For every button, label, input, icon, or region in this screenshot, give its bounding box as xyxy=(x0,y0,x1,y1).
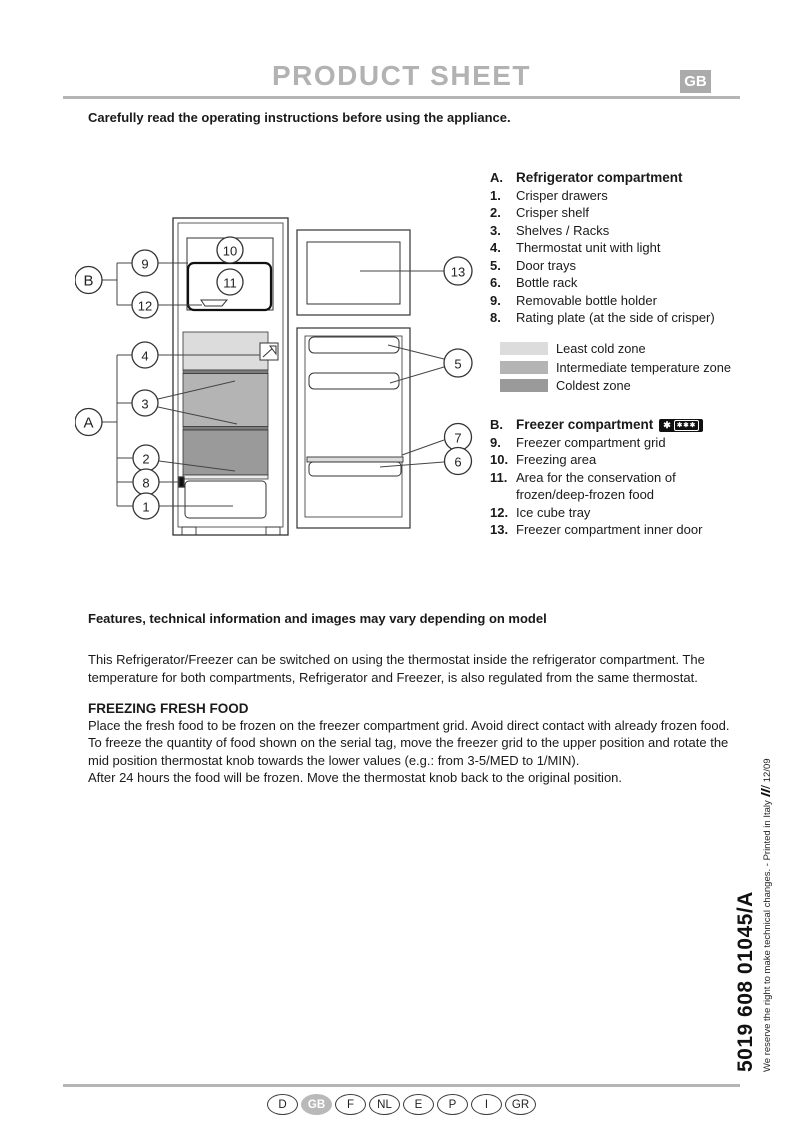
callout-5-label: 5 xyxy=(454,356,462,372)
callout-10-label: 10 xyxy=(222,243,238,259)
language-badge-F: F xyxy=(335,1094,366,1115)
language-badge-E: E xyxy=(403,1094,434,1115)
freezer-star-rating-icon: ✱ ✱✱✱ xyxy=(659,419,703,432)
callout-8-label: 8 xyxy=(142,475,150,491)
legend-item: 2. Crisper shelf xyxy=(490,205,589,220)
crisper-shelf-bar xyxy=(183,475,268,479)
language-badge-I: I xyxy=(471,1094,502,1115)
zone-swatch-intermediate xyxy=(500,361,548,374)
callout-2-label: 2 xyxy=(142,451,150,467)
language-badge-NL: NL xyxy=(369,1094,400,1115)
legend-item: 5. Door trays xyxy=(490,257,576,273)
door-tray-1 xyxy=(309,337,399,353)
language-badge-GB: GB xyxy=(301,1094,332,1115)
brand-mark-icon xyxy=(761,785,771,797)
section-title: Freezer compartment xyxy=(516,417,654,432)
intro-text: Carefully read the operating instructions before using the appliance. xyxy=(88,110,511,125)
document-code: 5019 608 01045/A xyxy=(734,891,757,1072)
rating-plate-mark xyxy=(179,477,184,487)
vertical-sidebar xyxy=(734,700,796,1072)
zone-coldest xyxy=(183,430,268,475)
freezer-door-outline xyxy=(297,230,410,315)
freezing-instructions-paragraph: Place the fresh food to be frozen on the freezer compartment grid. Avoid direct contact with already frozen food. To freeze the quantity of food shown on the serial tag, move the freezer grid to the upper position and rotate the mid position thermostat knob towards the lower values (e.g.: from 3-5/MED to 1/MIN). xyxy=(88,718,730,768)
model-variation-note: Features, technical information and images may vary depending on model xyxy=(88,611,547,626)
zone-least-cold xyxy=(183,332,268,370)
body-text xyxy=(88,610,746,786)
callout-A-label: A xyxy=(83,414,94,432)
legend-item: 10. Freezing area xyxy=(490,452,597,467)
language-badge-GR: GR xyxy=(505,1094,536,1115)
fridge-door-outline xyxy=(297,328,410,528)
callout-7-label: 7 xyxy=(454,430,462,446)
legend-item: 3. Shelves / Racks xyxy=(490,222,610,238)
refrigerator-section-header xyxy=(490,169,742,187)
zone-swatch-coldest xyxy=(500,379,548,392)
shelf-bar-1 xyxy=(183,370,268,374)
refrigerator-diagram xyxy=(75,205,475,565)
zone-row: Coldest zone xyxy=(500,377,742,396)
callout-12-label: 12 xyxy=(137,298,153,314)
language-badge-P: P xyxy=(437,1094,468,1115)
language-badge-D: D xyxy=(267,1094,298,1115)
zone-row: Least cold zone xyxy=(500,340,742,359)
section-letter: A. xyxy=(490,170,503,185)
freezer-section-header xyxy=(490,416,742,434)
legend-item: 9. Freezer compartment grid xyxy=(490,434,666,450)
callout-3-label: 3 xyxy=(141,396,149,412)
callout-11-label: 11 xyxy=(223,275,237,291)
page-title: PRODUCT SHEET xyxy=(271,60,532,91)
temperature-zones-legend xyxy=(500,340,742,396)
callout-4-label: 4 xyxy=(141,348,149,364)
door-tray-2 xyxy=(309,373,399,389)
legend-item: 4. Thermostat unit with light xyxy=(490,240,661,255)
bottle-rack-bar xyxy=(307,457,403,462)
section-title: Refrigerator compartment xyxy=(516,170,683,185)
legend-item: 6. Bottle rack xyxy=(490,275,578,290)
zone-intermediate xyxy=(183,374,268,427)
zone-row: Intermediate temperature zone xyxy=(500,358,742,377)
section-letter: B. xyxy=(490,417,503,432)
freezing-fresh-food-heading: FREEZING FRESH FOOD xyxy=(88,700,249,716)
footer-rule xyxy=(63,1084,740,1087)
ice-cube-tray-shape xyxy=(201,300,227,306)
legend-item: 11. Area for the conservation of frozen/deep-frozen food xyxy=(490,469,676,502)
legend-item: 9. Removable bottle holder xyxy=(490,292,657,308)
legend-item: 12. Ice cube tray xyxy=(490,504,591,520)
language-selector-row xyxy=(63,1094,740,1115)
thermostat-paragraph: This Refrigerator/Freezer can be switched on using the thermostat inside the refrigerator compartment. The temperature for both compartments, Refrigerator and Freezer, is also regulated from the same thermostat. xyxy=(88,652,705,685)
parts-legend xyxy=(490,169,742,539)
callout-9-label: 9 xyxy=(141,256,149,272)
language-badge-header: GB xyxy=(680,70,711,93)
after-24-hours-paragraph: After 24 hours the food will be frozen. Move the thermostat knob back to the original position. xyxy=(88,770,623,786)
legend-item: 13. Freezer compartment inner door xyxy=(490,522,703,537)
header-rule xyxy=(63,96,740,99)
shelf-bar-2 xyxy=(183,427,268,431)
crisper-drawer-shape xyxy=(185,481,266,518)
legend-item: 1. Crisper drawers xyxy=(490,187,608,203)
callout-13-label: 13 xyxy=(450,264,466,280)
callout-B-label: B xyxy=(83,272,94,290)
legend-item: 8. Rating plate (at the side of crisper) xyxy=(490,310,715,325)
bottle-rack-body xyxy=(309,462,401,476)
rights-note: We reserve the right to make technical changes. - Printed in Italy12/09 xyxy=(762,758,773,1072)
zone-swatch-least-cold xyxy=(500,342,548,355)
callout-1-label: 1 xyxy=(142,499,150,515)
callout-6-label: 6 xyxy=(454,454,462,470)
